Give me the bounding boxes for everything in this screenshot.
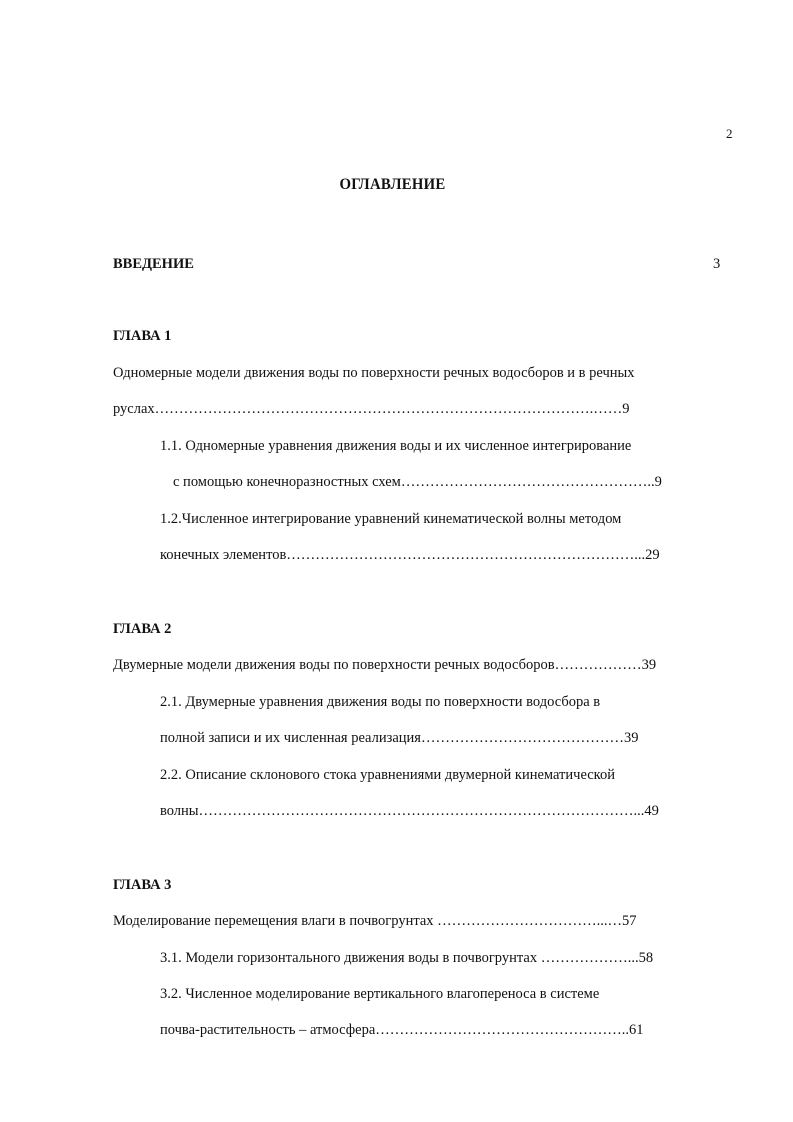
section-3-1-line: 3.1. Модели горизонтального движения воды в почвогрунтах ………………...58: [160, 950, 654, 966]
chapter-3-title-line: Моделирование перемещения влаги в почвогрунтах ……………………………...…57: [113, 913, 637, 929]
introduction-label: ВВЕДЕНИЕ: [113, 256, 194, 272]
section-3-2-line-1: 3.2. Численное моделирование вертикального влагопереноса в системе: [160, 986, 600, 1002]
chapter-2-title-line: Двумерные модели движения воды по поверхности речных водосборов………………39: [113, 657, 657, 673]
introduction-page: 3: [713, 256, 721, 272]
chapter-1-heading: ГЛАВА 1: [113, 328, 172, 344]
section-1-2-line-1: 1.2.Численное интегрирование уравнений кинематической волны методом: [160, 511, 622, 527]
section-2-2-line-1: 2.2. Описание склонового стока уравнениями двумерной кинематической: [160, 767, 615, 783]
chapter-2-heading: ГЛАВА 2: [113, 621, 172, 637]
chapter-3-heading: ГЛАВА 3: [113, 877, 172, 893]
section-2-2-line-2: волны………………………………………………………………………………...49: [160, 803, 659, 819]
section-1-2-line-2: конечных элементов………………………………………………………………...29: [160, 547, 660, 563]
section-1-1-line-2: с помощью конечноразностных схем……………………………………………..9: [173, 474, 662, 490]
section-3-2-line-2: почва-растительность – атмосфера……………………………………………..61: [160, 1022, 644, 1038]
toc-title: ОГЛАВЛЕНИЕ: [339, 176, 446, 193]
section-2-1-line-2: полной записи и их численная реализация……………………………………39: [160, 730, 639, 746]
section-1-1-line-1: 1.1. Одномерные уравнения движения воды и их численное интегрирование: [160, 438, 632, 454]
section-2-1-line-1: 2.1. Двумерные уравнения движения воды по поверхности водосбора в: [160, 694, 601, 710]
chapter-1-title-line-2: руслах……………………………………………………………………………….……9: [113, 401, 630, 417]
chapter-1-title-line-1: Одномерные модели движения воды по поверхности речных водосборов и в речных: [113, 365, 635, 381]
page-number: 2: [726, 126, 733, 141]
